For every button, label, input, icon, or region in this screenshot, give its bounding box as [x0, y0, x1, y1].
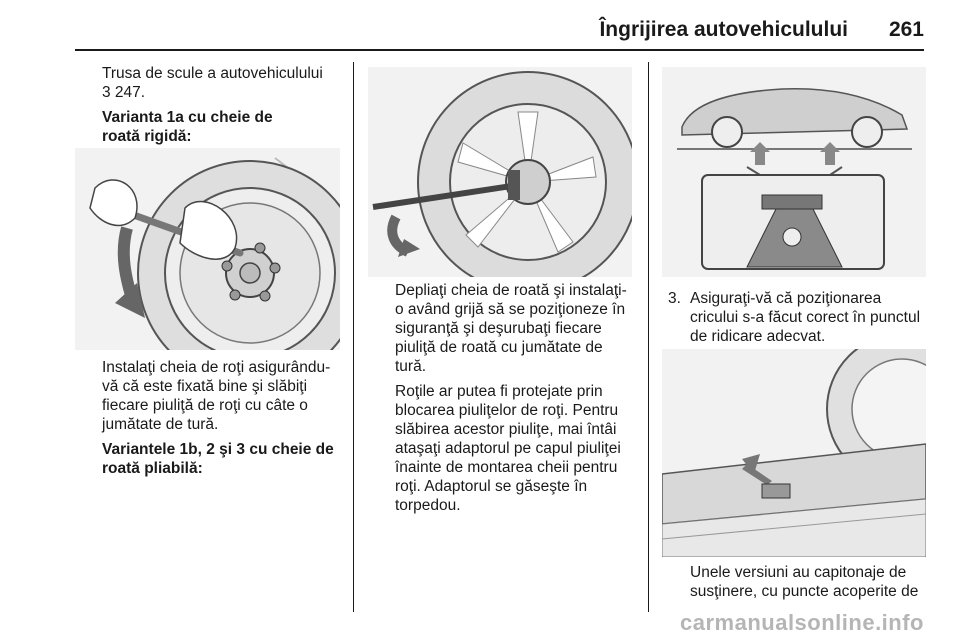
numbered-step — [668, 289, 930, 346]
column-1 — [102, 64, 342, 146]
intro-text: Trusa de scule a autovehiculului — [102, 65, 323, 82]
padding-note: Unele versiuni au capitonaje de susţinere, cu puncte acoperite de — [690, 564, 919, 600]
locking-nuts-paragraph: Roţile ar putea fi protejate prin blocarea piuliţelor de roţi. Pentru slăbirea acestor piuliţe, mai întâi ataşaţi adaptorul pe capul piuliţei înainte de montarea cheii pentru roţi. Adaptorul se găseşte în torpedou. — [395, 383, 621, 514]
column-divider-2 — [648, 62, 649, 612]
page-title: Îngrijirea autovehiculului — [599, 18, 848, 41]
step-number: 3. — [668, 290, 681, 307]
column-1-lower — [102, 358, 342, 478]
watermark: carmanualsonline.info — [680, 610, 924, 635]
column-2-text — [395, 281, 635, 515]
variant-1a-heading: Varianta 1a cu cheie de roată rigidă: — [102, 109, 273, 145]
wrench-on-steel-wheel-illustration — [75, 148, 340, 350]
column-divider-1 — [353, 62, 354, 612]
page-reference: 3 247. — [102, 84, 146, 101]
variant-1b-heading: Variantele 1b, 2 şi 3 cu cheie de roată pliabilă: — [102, 441, 334, 477]
jack-step-3 — [668, 289, 930, 346]
page-header — [0, 0, 960, 50]
step-text: Asiguraţi-vă că poziţionarea cricului s-a făcut corect în punctul de ridicare adecvat. — [690, 290, 921, 345]
folding-wheel-wrench-illustration — [368, 67, 632, 277]
jacking-point-illustration — [662, 349, 926, 557]
column-3-bottom-text — [690, 563, 930, 601]
header-rule — [75, 49, 924, 51]
page-number: 261 — [888, 18, 924, 41]
unfold-wrench-paragraph: Depliaţi cheia de roată şi instalaţi-o având grijă să se poziţioneze în siguranţă şi deşurubaţi fiecare piuliţă de roată cu jumătate de tură. — [395, 282, 627, 375]
car-jack-points-illustration — [662, 67, 926, 277]
figure-caption-1: Instalaţi cheia de roţi asigurându-vă că este fixată bine şi slăbiţi fiecare piuliţă de roţi cu câte o jumătate de tură. — [102, 359, 331, 433]
